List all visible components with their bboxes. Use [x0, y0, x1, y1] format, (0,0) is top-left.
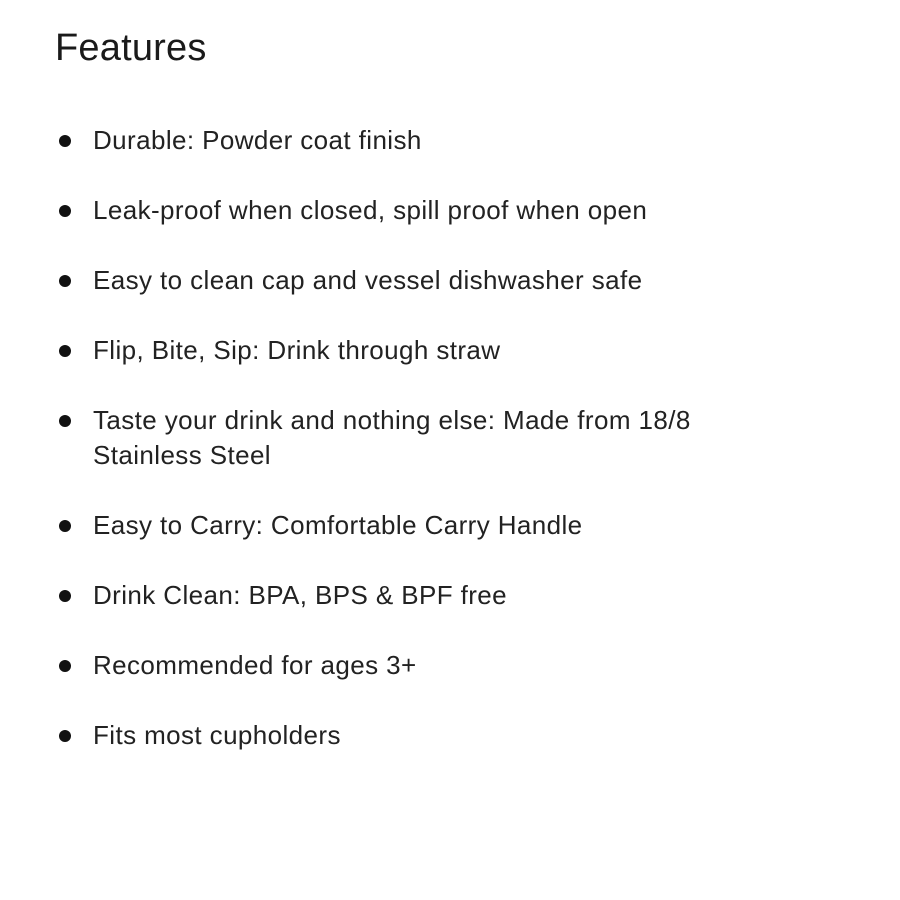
feature-item-flip-bite-sip [55, 333, 793, 368]
bullet-icon [59, 415, 71, 427]
bullet-icon [59, 660, 71, 672]
bullet-icon [59, 275, 71, 287]
feature-item-bpa-free [55, 578, 793, 613]
feature-item-stainless-steel [55, 403, 793, 473]
features-list [55, 123, 875, 753]
feature-item-cupholders [55, 718, 793, 753]
bullet-icon [59, 345, 71, 357]
feature-text: Recommended for ages 3+ [93, 650, 417, 680]
feature-text: Flip, Bite, Sip: Drink through straw [93, 335, 501, 365]
feature-item-durable [55, 123, 793, 158]
feature-text: Fits most cupholders [93, 720, 341, 750]
feature-item-leak-proof [55, 193, 793, 228]
bullet-icon [59, 205, 71, 217]
feature-item-carry-handle [55, 508, 793, 543]
feature-text: Easy to clean cap and vessel dishwasher safe [93, 265, 643, 295]
bullet-icon [59, 135, 71, 147]
feature-text: Drink Clean: BPA, BPS & BPF free [93, 580, 508, 610]
feature-text: Easy to Carry: Comfortable Carry Handle [93, 510, 583, 540]
feature-text: Leak-proof when closed, spill proof when open [93, 195, 648, 225]
feature-item-easy-clean [55, 263, 793, 298]
bullet-icon [59, 520, 71, 532]
feature-text: Taste your drink and nothing else: Made from 18/8 Stainless Steel [93, 405, 691, 470]
features-title: Features [55, 27, 207, 69]
bullet-icon [59, 590, 71, 602]
feature-text: Durable: Powder coat finish [93, 125, 422, 155]
features-section [55, 24, 875, 788]
feature-item-age-recommendation [55, 648, 793, 683]
bullet-icon [59, 730, 71, 742]
